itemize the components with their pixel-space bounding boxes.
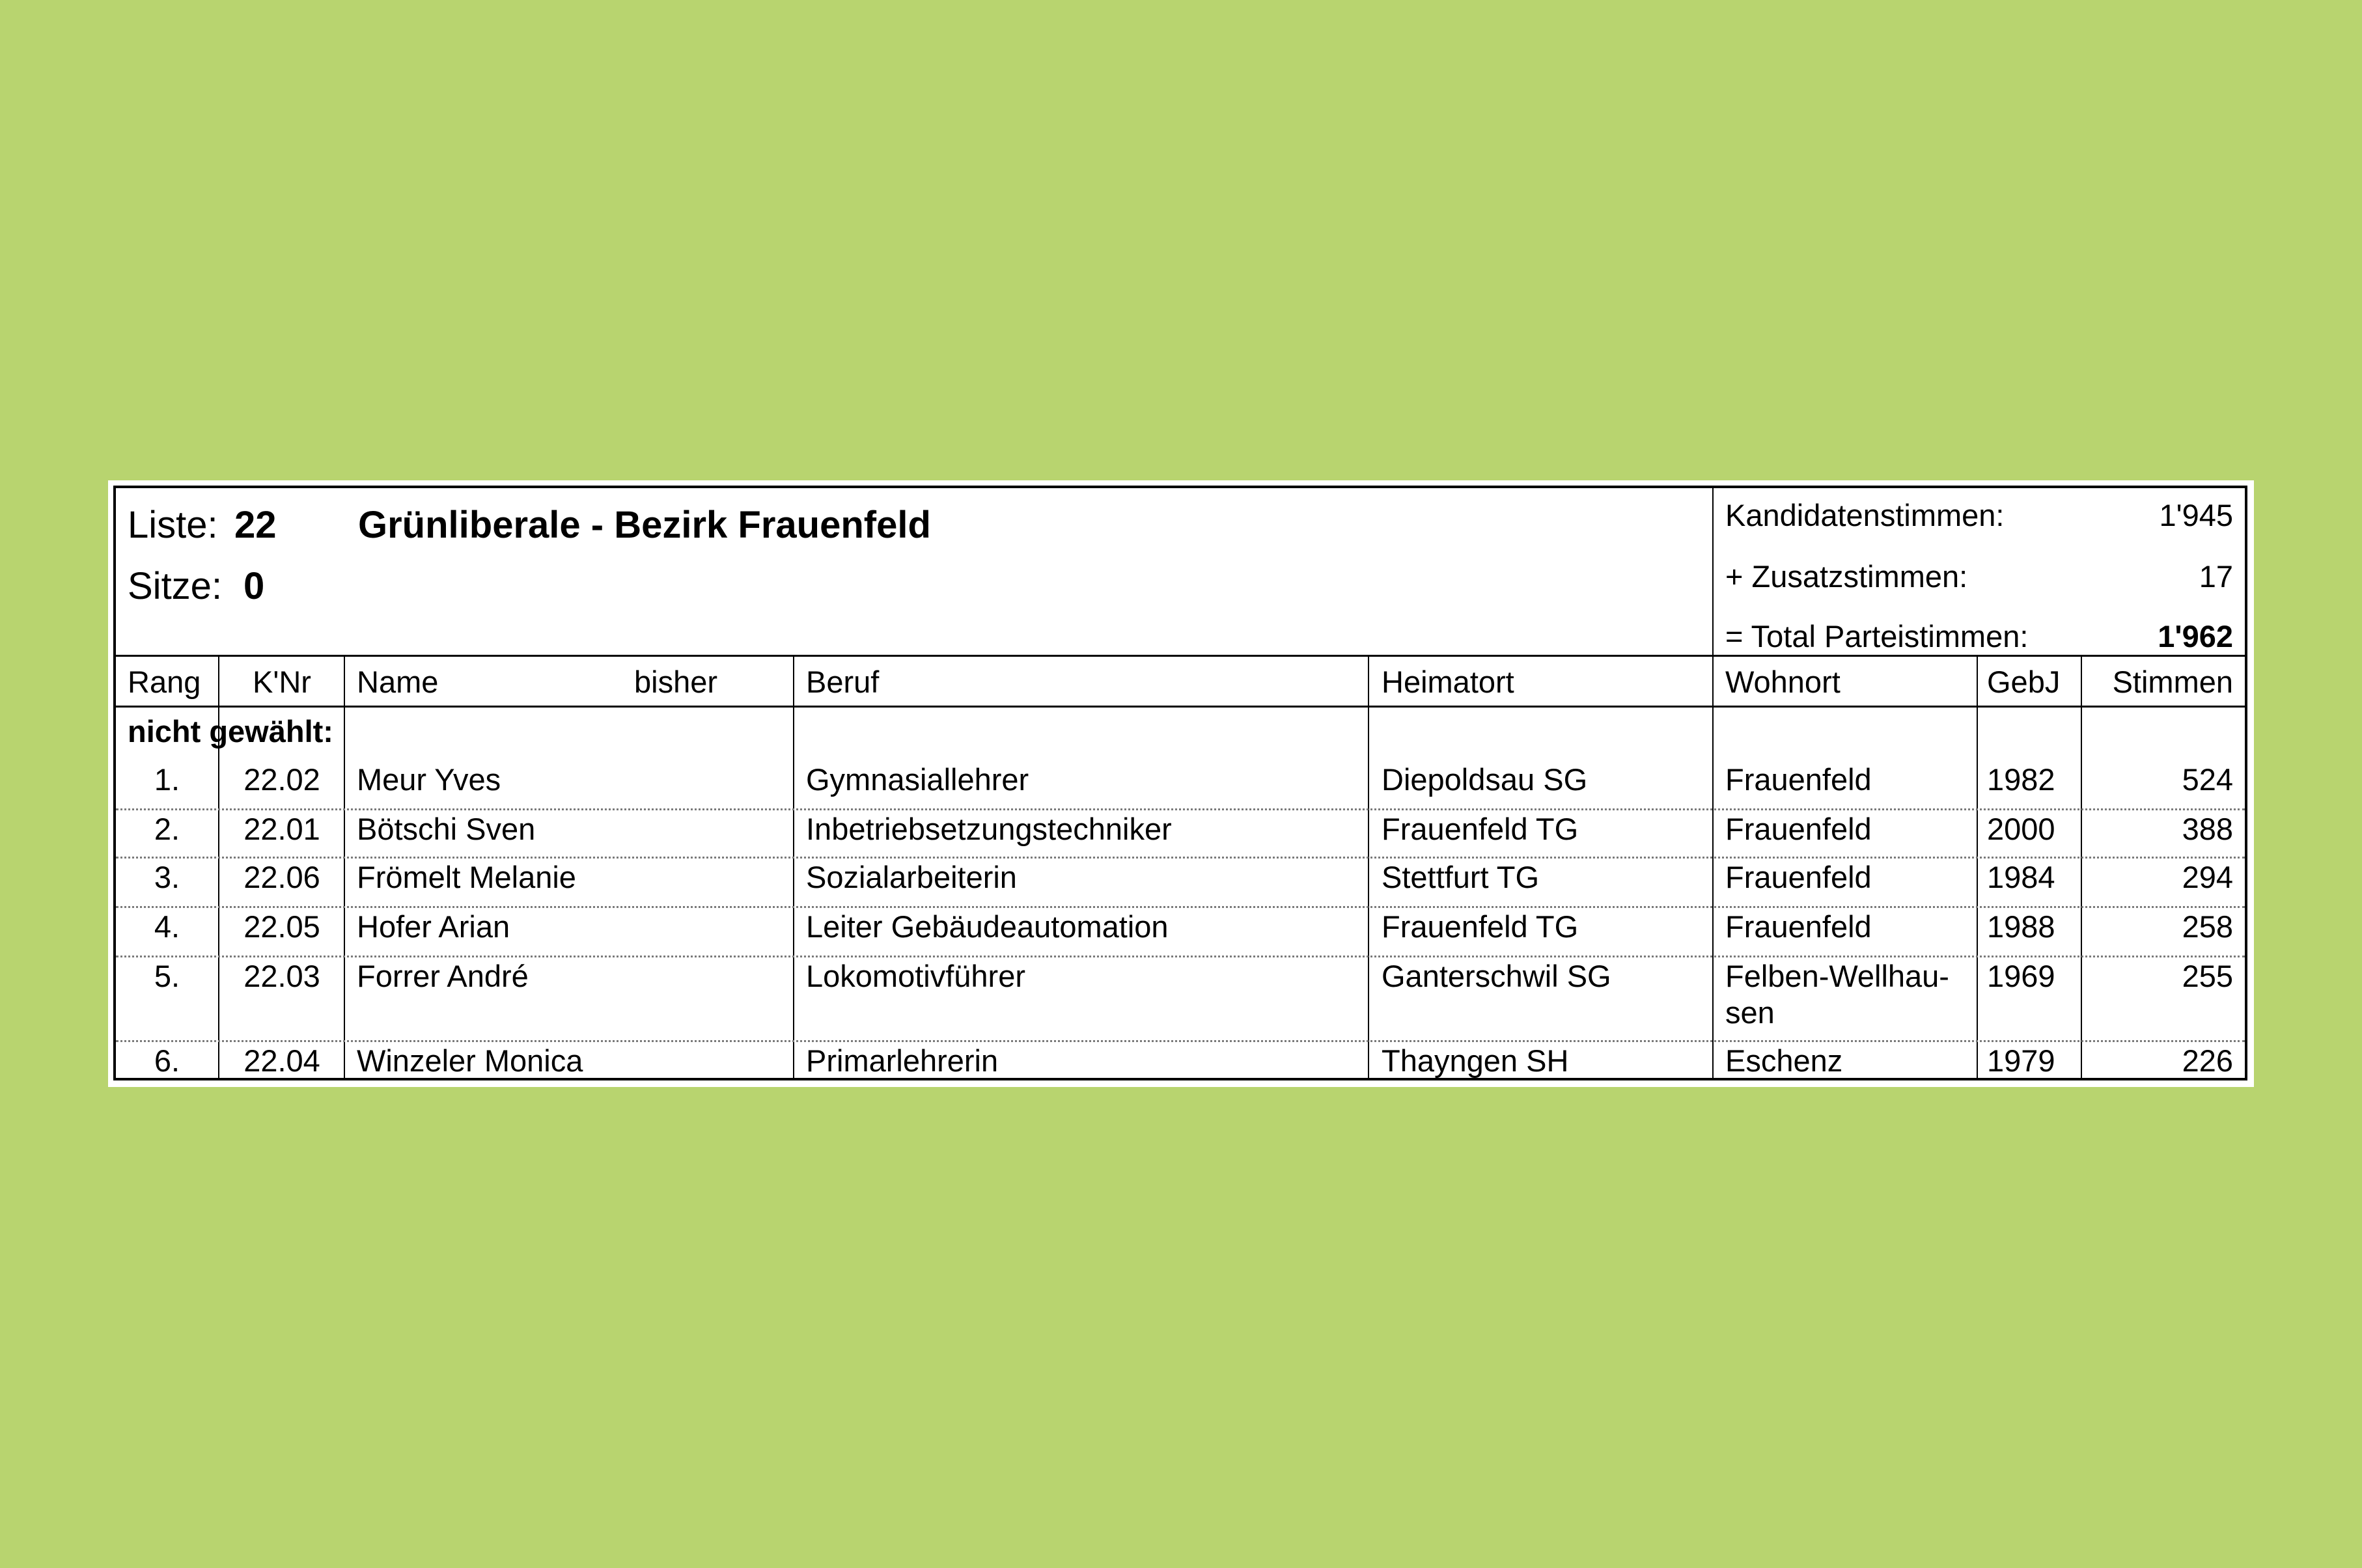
cell-rang: 3. [154, 860, 180, 894]
cell-beruf: Sozialarbeiterin [806, 860, 1017, 894]
cell-gebj: 1988 [1987, 909, 2055, 944]
col-divider-beruf [1368, 655, 1369, 1078]
liste-label: Liste: [128, 504, 218, 546]
cell-gebj: 2000 [1987, 812, 2055, 846]
cell-stimmen: 258 [2182, 909, 2233, 944]
cell-beruf: Gymnasiallehrer [806, 762, 1029, 797]
col-header-heimatort: Heimatort [1382, 665, 1514, 699]
col-divider-name [793, 655, 794, 1078]
cell-heimatort: Stettfurt TG [1382, 860, 1540, 894]
cell-heimatort: Frauenfeld TG [1382, 812, 1579, 846]
kandidatenstimmen-label: Kandidatenstimmen: [1725, 498, 2005, 532]
col-divider-wohnort [1977, 655, 1978, 1078]
header-divider [116, 655, 2245, 657]
col-header-gebj: GebJ [1987, 665, 2061, 699]
col-divider-gebj [2081, 655, 2082, 1078]
cell-stimmen: 294 [2182, 860, 2233, 894]
col-header-beruf: Beruf [806, 665, 880, 699]
row-separator [116, 906, 2245, 908]
party-name: Grünliberale - Bezirk Frauenfeld [358, 504, 931, 546]
cell-wohnort: Felben-Wellhau- [1725, 959, 1949, 993]
cell-heimatort: Ganterschwil SG [1382, 959, 1611, 993]
total-label: = Total Parteistimmen: [1725, 619, 2029, 653]
cell-stimmen: 255 [2182, 959, 2233, 993]
cell-rang: 1. [154, 762, 180, 797]
cell-stimmen: 388 [2182, 812, 2233, 846]
sitze-label: Sitze: [128, 565, 223, 607]
total-value: 1'962 [2158, 619, 2233, 653]
col-header-name: Name [357, 665, 439, 699]
summary-divider [1712, 488, 1714, 1078]
cell-beruf: Primarlehrerin [806, 1043, 999, 1078]
cell-name: Winzeler Monica [357, 1043, 583, 1078]
row-separator [116, 857, 2245, 859]
cell-beruf: Leiter Gebäudeautomation [806, 909, 1169, 944]
col-header-stimmen: Stimmen [2112, 665, 2233, 699]
kandidatenstimmen-value: 1'945 [2159, 498, 2233, 532]
cell-name: Frömelt Melanie [357, 860, 576, 894]
sitze-value: 0 [243, 565, 265, 607]
cell-gebj: 1984 [1987, 860, 2055, 894]
col-header-rang: Rang [128, 665, 201, 699]
col-header-bisher: bisher [634, 665, 718, 699]
cell-wohnort: Frauenfeld [1725, 860, 1872, 894]
cell-wohnort: Eschenz [1725, 1043, 1843, 1078]
cell-name: Hofer Arian [357, 909, 510, 944]
cell-knr: 22.04 [243, 1043, 320, 1078]
cell-heimatort: Diepoldsau SG [1382, 762, 1588, 797]
result-table [113, 486, 2247, 1080]
col-header-wohnort: Wohnort [1725, 665, 1841, 699]
result-sheet [108, 480, 2254, 1087]
section-label: nicht gewählt: [128, 714, 333, 749]
cell-gebj: 1982 [1987, 762, 2055, 797]
liste-number: 22 [234, 504, 277, 546]
cell-name: Bötschi Sven [357, 812, 536, 846]
cell-wohnort: Frauenfeld [1725, 762, 1872, 797]
cell-wohnort: Frauenfeld [1725, 909, 1872, 944]
cell-stimmen: 524 [2182, 762, 2233, 797]
cell-heimatort: Frauenfeld TG [1382, 909, 1579, 944]
cell-beruf: Inbetriebsetzungstechniker [806, 812, 1172, 846]
row-separator [116, 1040, 2245, 1042]
row-separator [116, 956, 2245, 957]
cell-rang: 2. [154, 812, 180, 846]
cell-knr: 22.01 [243, 812, 320, 846]
cell-wohnort-continuation: sen [1725, 995, 1775, 1030]
cell-rang: 4. [154, 909, 180, 944]
cell-knr: 22.02 [243, 762, 320, 797]
col-header-knr: K'Nr [253, 665, 311, 699]
cell-knr: 22.05 [243, 909, 320, 944]
cell-knr: 22.03 [243, 959, 320, 993]
cell-stimmen: 226 [2182, 1043, 2233, 1078]
cell-gebj: 1969 [1987, 959, 2055, 993]
cell-knr: 22.06 [243, 860, 320, 894]
column-header-divider [116, 706, 2245, 708]
cell-name: Forrer André [357, 959, 529, 993]
cell-gebj: 1979 [1987, 1043, 2055, 1078]
zusatzstimmen-label: + Zusatzstimmen: [1725, 559, 1968, 594]
cell-heimatort: Thayngen SH [1382, 1043, 1569, 1078]
cell-name: Meur Yves [357, 762, 501, 797]
col-divider-knr [344, 655, 345, 1078]
row-separator [116, 808, 2245, 810]
cell-beruf: Lokomotivführer [806, 959, 1025, 993]
cell-rang: 6. [154, 1043, 180, 1078]
cell-wohnort: Frauenfeld [1725, 812, 1872, 846]
cell-rang: 5. [154, 959, 180, 993]
zusatzstimmen-value: 17 [2199, 559, 2233, 594]
